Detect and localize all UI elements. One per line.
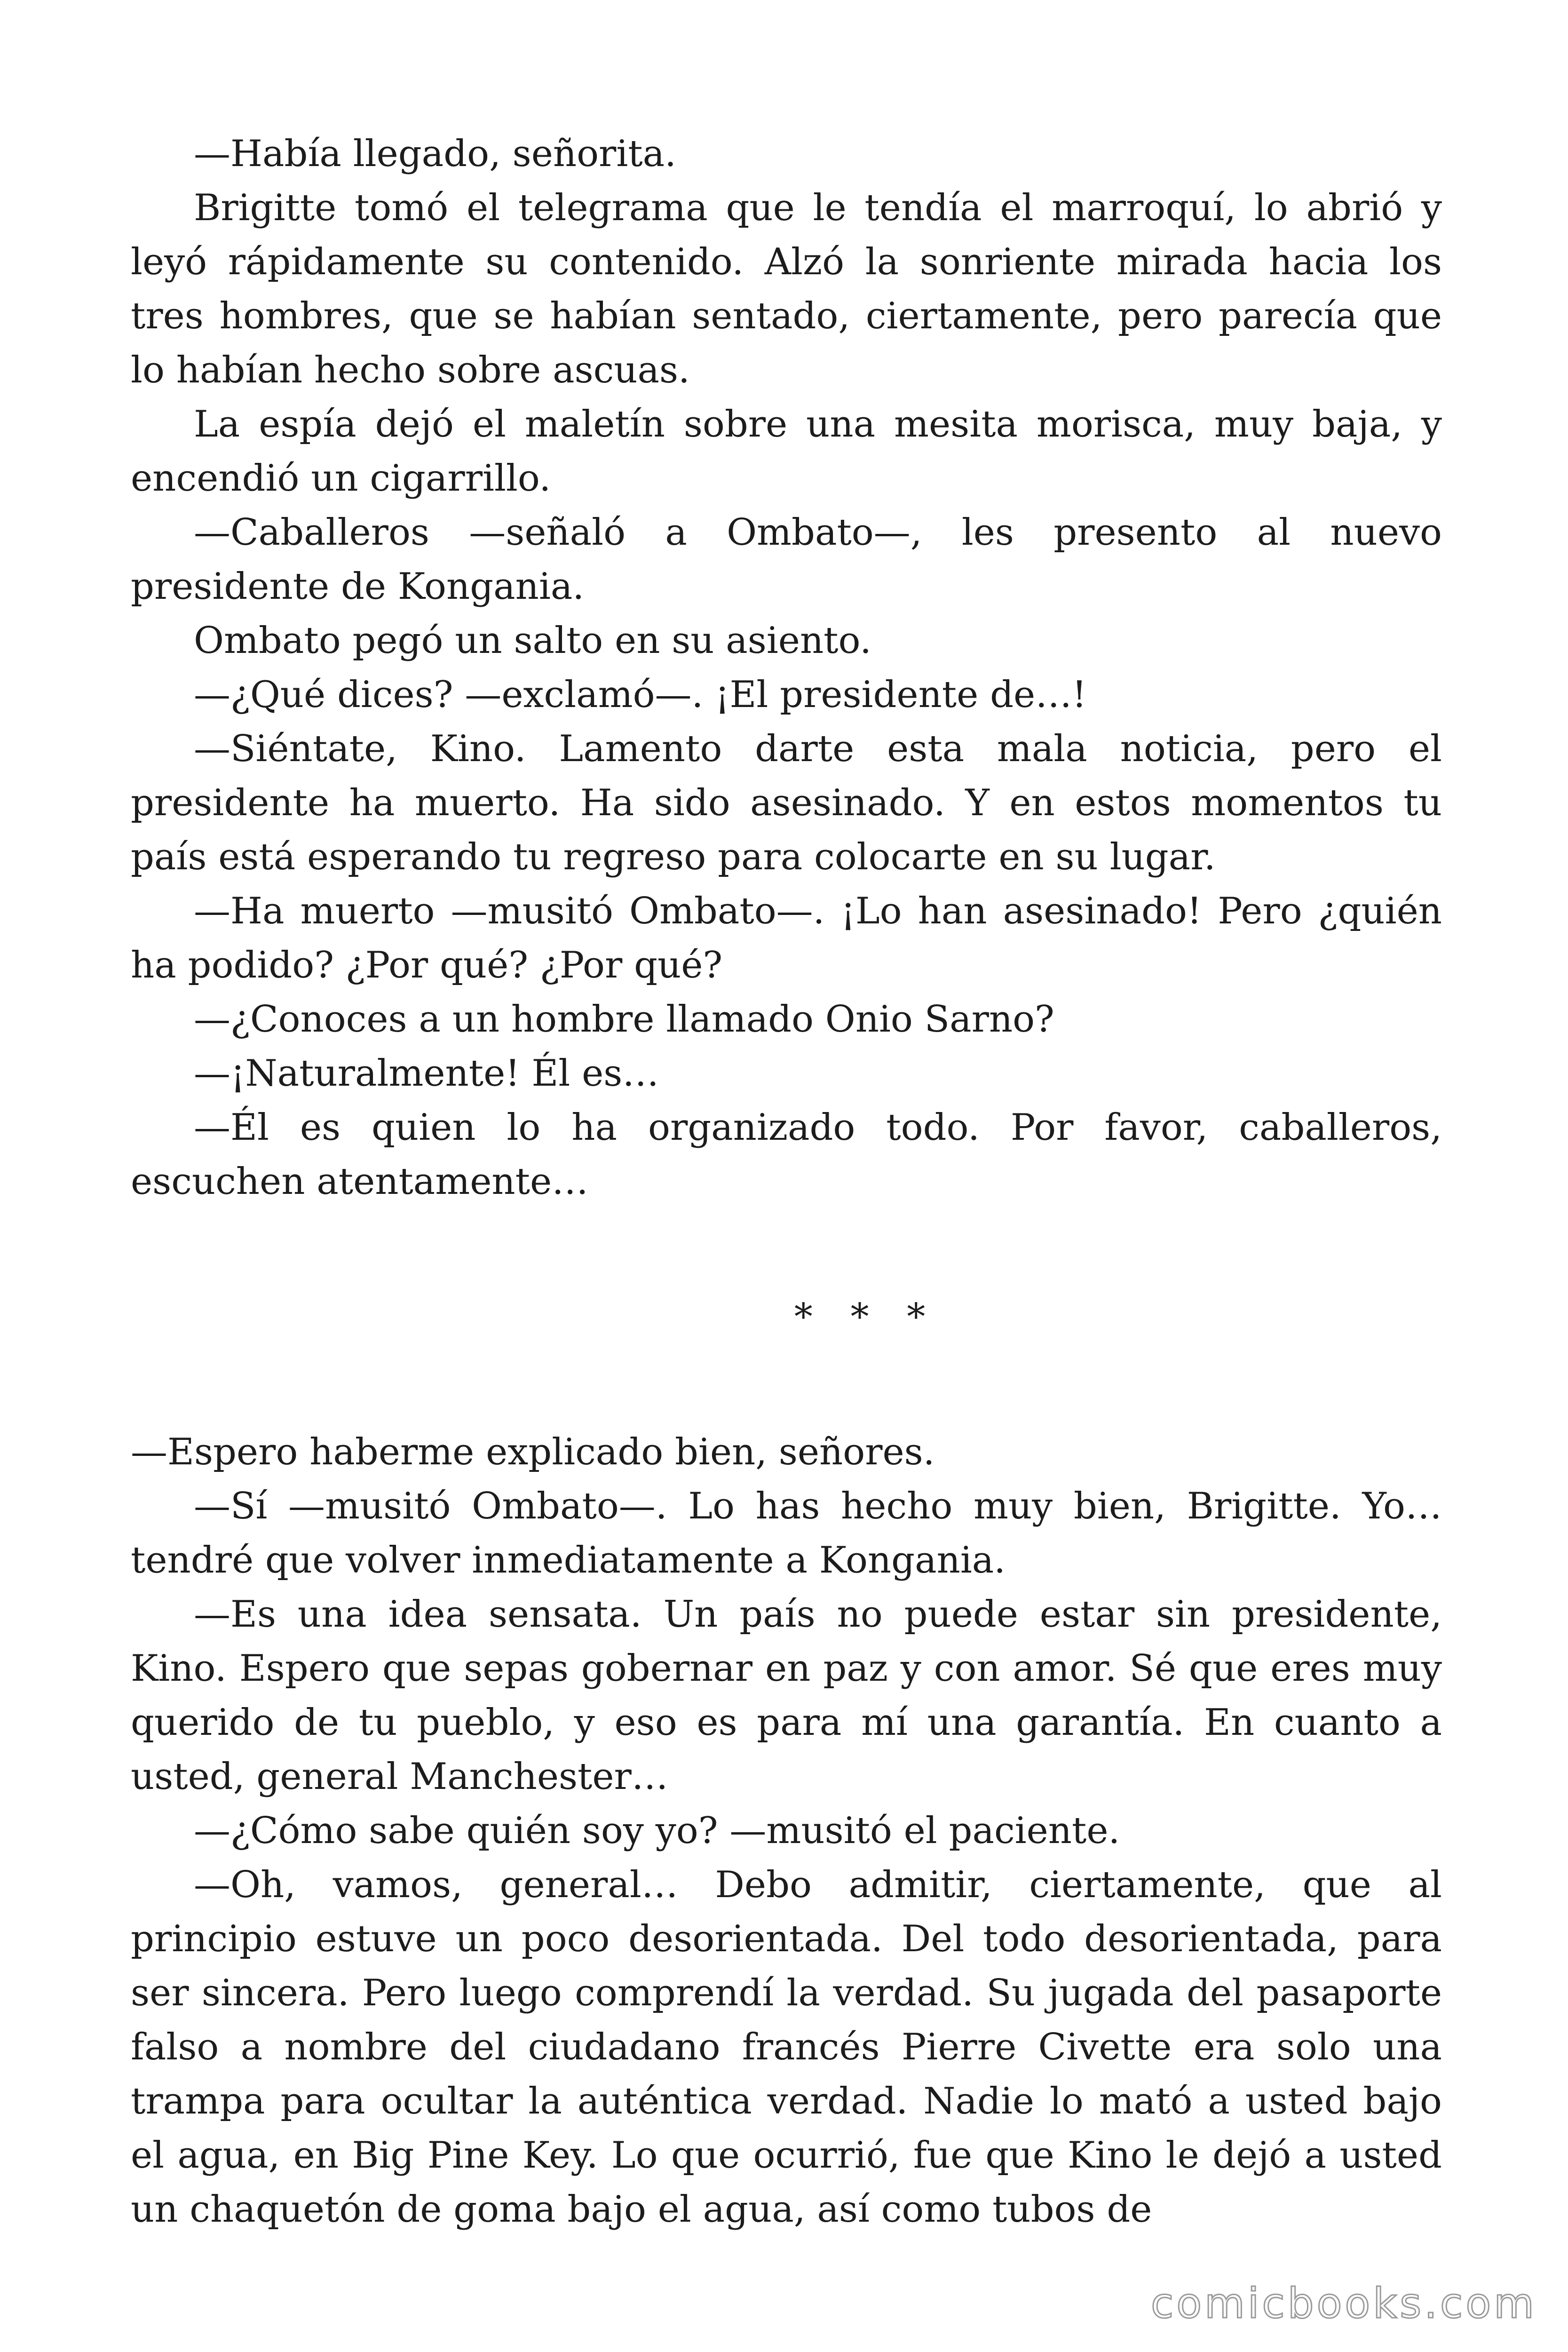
paragraph: —¿Qué dices? —exclamó—. ¡El presidente de…! [194, 674, 1087, 716]
paragraph: —Es una idea sensata. Un país no puede estar sin presidente, Kino. Espero que sepas gobernar en paz y con amor. Sé que eres muy querido de tu pueblo, y eso es para mí una garantía. En cuanto a usted, general Manchester… [131, 1593, 1442, 1798]
paragraph: —Siéntate, Kino. Lamento darte esta mala noticia, pero el presidente ha muerto. Ha sido asesinado. Y en estos momentos tu país está esperando tu regreso para colocarte en su lugar. [131, 728, 1442, 878]
paragraph: —Había llegado, señorita. [194, 133, 676, 175]
paragraph: —¿Conoces a un hombre llamado Onio Sarno? [194, 998, 1054, 1041]
paragraph: —Caballeros —señaló a Ombato—, les presento al nuevo presidente de Kongania. [131, 511, 1442, 608]
paragraph: —Espero haberme explicado bien, señores. [131, 1431, 935, 1473]
paragraph: —Ha muerto —musitó Ombato—. ¡Lo han asesinado! Pero ¿quién ha podido? ¿Por qué? ¿Por qué? [131, 890, 1442, 986]
paragraph: —¿Cómo sabe quién soy yo? —musitó el paciente. [194, 1810, 1120, 1852]
page-body [131, 127, 1442, 2237]
paragraph: —Oh, vamos, general… Debo admitir, ciertamente, que al principio estuve un poco desorientada. Del todo desorientada, para ser sincera. Pero luego comprendí la verdad. Su jugada del pasaporte falso a nombre del ciudadano francés Pierre Civette era solo una trampa para ocultar la auténtica verdad. Nadie lo mató a usted bajo el agua, en Big Pine Key. Lo que ocurrió, fue que Kino le dejó a usted un chaquetón de goma bajo el agua, así como tubos de [131, 1864, 1442, 2231]
watermark: comicbooks.com [1150, 2279, 1537, 2328]
paragraph: Ombato pegó un salto en su asiento. [194, 620, 871, 662]
scene-break: * * * [794, 1296, 939, 1338]
paragraph: Brigitte tomó el telegrama que le tendía el marroquí, lo abrió y leyó rápidamente su contenido. Alzó la sonriente mirada hacia los tres hombres, que se habían sentado, ciertamente, pero parecía que lo habían hecho sobre ascuas. [131, 187, 1442, 391]
paragraph: —Sí —musitó Ombato—. Lo has hecho muy bien, Brigitte. Yo… tendré que volver inmediatamente a Kongania. [131, 1485, 1442, 1581]
paragraph: La espía dejó el maletín sobre una mesita morisca, muy baja, y encendió un cigarrillo. [131, 403, 1442, 500]
paragraph: —¡Naturalmente! Él es… [194, 1052, 659, 1095]
paragraph: —Él es quien lo ha organizado todo. Por favor, caballeros, escuchen atentamente… [131, 1106, 1442, 1203]
